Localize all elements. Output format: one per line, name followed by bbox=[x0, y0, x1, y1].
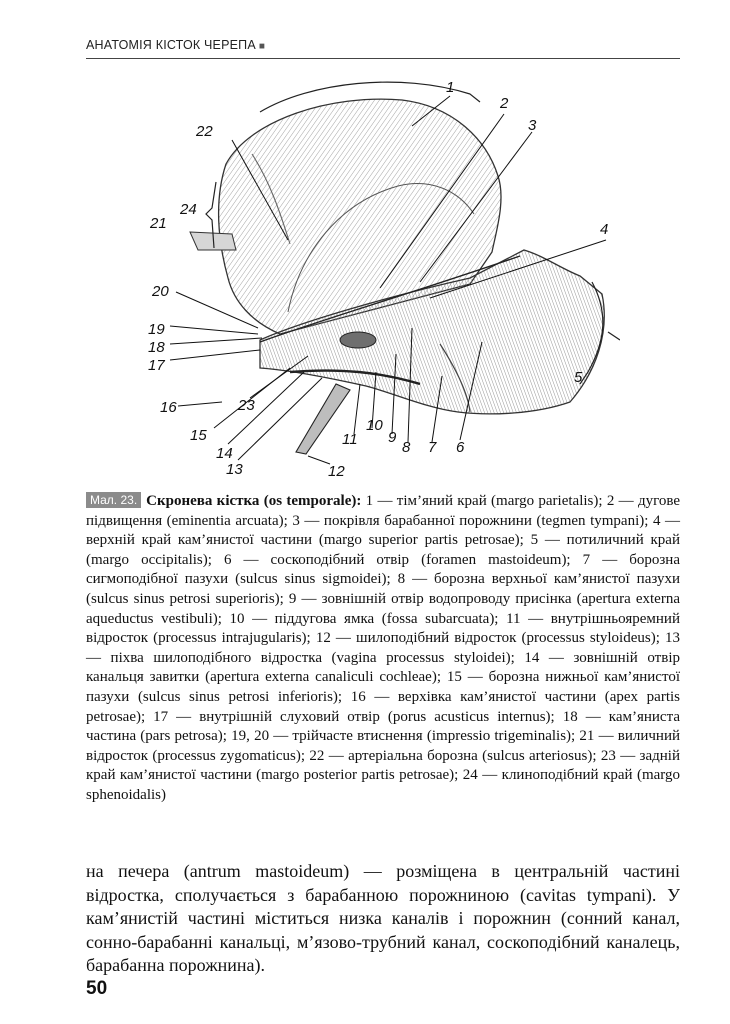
label-14: 14 bbox=[216, 445, 233, 462]
label-1: 1 bbox=[446, 79, 455, 96]
label-7: 7 bbox=[428, 439, 437, 456]
label-16: 16 bbox=[160, 399, 177, 416]
label-21: 21 bbox=[150, 215, 167, 232]
label-3: 3 bbox=[528, 117, 537, 134]
label-9: 9 bbox=[388, 429, 397, 446]
label-17: 17 bbox=[148, 357, 165, 374]
label-2: 2 bbox=[500, 95, 509, 112]
label-18: 18 bbox=[148, 339, 165, 356]
label-15: 15 bbox=[190, 427, 207, 444]
internal-acoustic-opening bbox=[340, 332, 376, 348]
figure-caption bbox=[86, 492, 680, 806]
label-12: 12 bbox=[328, 463, 345, 480]
running-header bbox=[86, 34, 680, 59]
label-20: 20 bbox=[152, 283, 169, 300]
label-13: 13 bbox=[226, 461, 243, 478]
page-number: 50 bbox=[86, 978, 108, 999]
temporal-bone-figure bbox=[140, 72, 620, 482]
label-24: 24 bbox=[180, 201, 197, 218]
header-square-mark: ■ bbox=[258, 41, 266, 52]
temporal-bone-illustration bbox=[140, 72, 620, 482]
running-header-title: АНАТОМІЯ КІСТОК ЧЕРЕПА ■ bbox=[86, 38, 266, 52]
label-4: 4 bbox=[600, 221, 609, 238]
label-11: 11 bbox=[342, 431, 358, 448]
figure-badge: Мал. 23. bbox=[86, 492, 141, 508]
label-6: 6 bbox=[456, 439, 465, 456]
label-5: 5 bbox=[574, 369, 583, 386]
label-19: 19 bbox=[148, 321, 165, 338]
caption-title-latin: (os temporale): bbox=[263, 493, 362, 509]
body-paragraph: на печера (antrum mastoideum) — розміщена в центральній частині відростка, сполучається з барабанною порожниною (cavitas tympani). У кам’янистій частині міститься низка каналів і порожнин (сонний канал, сонно-барабанні канальці, м’язово-трубний канал, соскоподібний каналець, барабанна порожнина). bbox=[86, 861, 680, 975]
caption-legend-text: 1 — тім’яний край (margo parietalis); 2 — дугове підвищення (eminentia arcuata); 3 — покрівля барабанної порожнини (tegmen tympani); 4 — верхній край кам’янистої частини (margo superior partis petrosae); 5 — потиличний край (margo occipitalis); 6 — соскоподібний отвір (foramen mastoideum); 7 — борозна сигмоподібної пазухи (sulcus sinus sigmoidei); 8 — борозна верхньої кам’янистої пазухи (sulcus sinus petrosi superioris); 9 — зовнішній отвір водопроводу присінка (apertura externa aqueductus vestibuli); 10 — піддугова ямка (fossa subarcuata); 11 — внутрішньояремний відросток (processus intrajugularis); 12 — шилоподібний відросток (processus styloideus); 13 — піхва шилоподібного відростка (vagina processus styloidei); 14 — зовнішній отвір канальця завитки (apertura externa canaliculi cochleae); 15 — борозна нижньої кам’янистої пазухи (sulcus sinus petrosi inferioris); 16 — верхівка кам’янистої частини (apex partis petrosae); 17 — внутрішній слуховий отвір (porus acusticus internus); 18 — кам’яниста частина (pars petrosa); 19, 20 — трійчасте втиснення (impressio trigeminalis); 21 — виличний відросток (processus zygomaticus); 22 — артеріальна борозна (sulcus arteriosus); 23 — задній край кам’янистої частини (margo posterior partis petrosae); 24 — клиноподібний край (margo sphenoidalis) bbox=[86, 493, 681, 803]
label-8: 8 bbox=[402, 439, 411, 456]
caption-title: Скронева кістка bbox=[146, 493, 260, 509]
label-22: 22 bbox=[196, 123, 213, 140]
label-23: 23 bbox=[238, 397, 255, 414]
label-10: 10 bbox=[366, 417, 383, 434]
